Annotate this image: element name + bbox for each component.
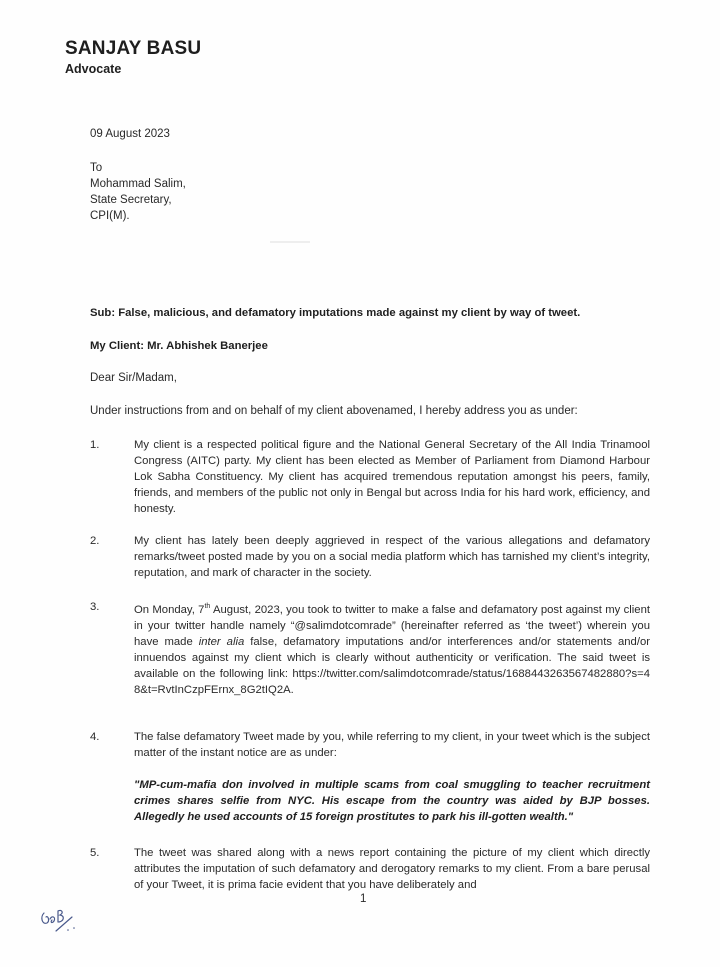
paragraph-number: 1. bbox=[90, 439, 100, 451]
scan-smudge bbox=[270, 241, 310, 243]
paragraph-text: The tweet was shared along with a news report containing the picture of my client which directly attributes the imputation of such defamatory and derogatory remarks to my client. From a bare perusal of your Tweet, it is prima facie evident that you have deliberately and bbox=[134, 847, 650, 891]
paragraph-lead: The false defamatory Tweet made by you, while referring to my client, in your tweet which is the subject matter of the instant notice are as under: bbox=[134, 731, 650, 759]
paragraph-text-part: false, defamatory imputations and/or interferences and/or statements and/or innuendos against my client which is clearly without authenticity or verification. The said tweet is available on the following link: bbox=[134, 635, 651, 680]
latin-phrase: inter alia bbox=[198, 635, 245, 648]
ordinal-suffix: th bbox=[204, 603, 211, 610]
paragraph-text bbox=[134, 729, 650, 825]
subject-line: Sub: False, malicious, and defamatory imputations made against my client by way of tweet. bbox=[90, 307, 581, 319]
letterhead-title: Advocate bbox=[65, 62, 122, 76]
paragraph-number: 2. bbox=[90, 535, 100, 547]
page-number: 1 bbox=[360, 893, 367, 905]
recipient-address bbox=[90, 160, 186, 224]
paragraph-text bbox=[134, 599, 650, 698]
paragraph-text-part: August, 2023, you took to twitter to make a false and defamatory post against my client in your twitter handle namely “@salimdotcomrade” (hereinafter referred as ‘the tweet’) wherein you have made bbox=[134, 603, 650, 648]
intro-paragraph: Under instructions from and on behalf of my client abovenamed, I hereby address you as under: bbox=[90, 405, 578, 417]
salutation: Dear Sir/Madam, bbox=[90, 372, 177, 384]
paragraph-number: 5. bbox=[90, 847, 100, 859]
paragraph-text: My client has lately been deeply aggrieved in respect of the various allegations and defamatory remarks/tweet posted made by you on a social media platform which has tarnished my client’s integrity, reputation, and mark of character in the society. bbox=[134, 535, 650, 579]
paragraph-text: My client is a respected political figure and the National General Secretary of the All India Trinamool Congress (AITC) party. My client has been elected as Member of Parliament from Diamond Harbour Lok Sabha Constituency. My client has acquired tremendous reputation amongst his peers, family, friends, and members of the public not only in Bengal but across India for his hard work, efficiency, and honesty. bbox=[134, 439, 650, 515]
recipient-name: Mohammad Salim, bbox=[90, 178, 186, 190]
paragraph-number: 4. bbox=[90, 731, 100, 743]
tweet-link[interactable]: https://twitter.com/salimdotcomrade/status/1688443263567482880?s=48&t=RvtInCzpFErnx_8G2tIQ2A. bbox=[134, 667, 650, 696]
recipient-designation: State Secretary, bbox=[90, 194, 172, 206]
letterhead-name: SANJAY BASU bbox=[65, 38, 202, 59]
client-line: My Client: Mr. Abhishek Banerjee bbox=[90, 340, 268, 352]
recipient-organization: CPI(M). bbox=[90, 210, 130, 222]
tweet-quote: "MP-cum-mafia don involved in multiple scams from coal smuggling to teacher recruitment crimes shares selfie from NYC. His escape from the country was aided by BJP bosses. Allegedly he used accounts of 15 foreign prostitutes to park his ill-gotten wealth." bbox=[134, 779, 650, 823]
paragraph-number: 3. bbox=[90, 601, 100, 613]
letter-date: 09 August 2023 bbox=[90, 128, 170, 140]
paragraph-text-part: On Monday, 7 bbox=[134, 603, 205, 616]
signature-initials-icon bbox=[38, 905, 88, 935]
recipient-to: To bbox=[90, 162, 103, 174]
